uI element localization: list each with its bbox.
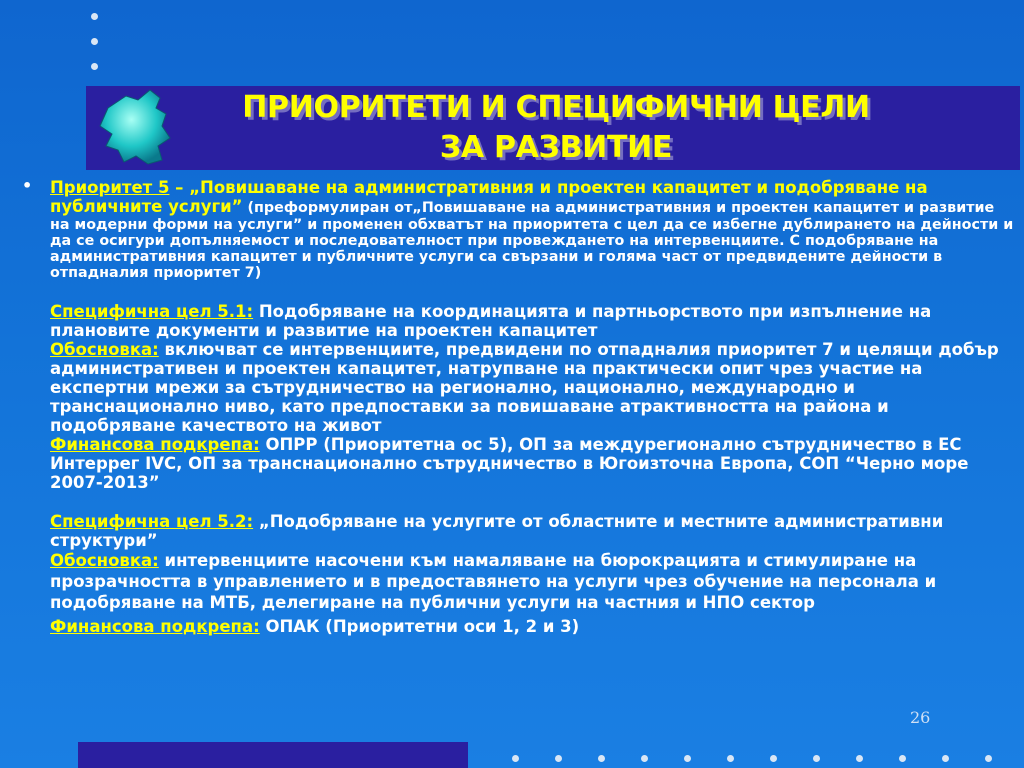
decor-dot [641,755,648,762]
decor-dot [985,755,992,762]
goal-5-1-funding-label: Финансова подкрепа: [50,434,260,454]
goal-5-2-reason-text: интервенциите насочени към намаляване на бюрокрацията и стимулиране на прозрачността в управлението и в предоставянето на услуги чрез обучение на персонала и подобряване на МТБ, делегиране на публични услуги на частния и НПО сектор [50,550,937,612]
decor-dot [899,755,906,762]
decor-dot [91,13,98,20]
goal-5-2-funding-label: Финансова подкрепа: [50,616,260,636]
bottom-band [78,742,468,768]
goal-5-2-funding [50,617,1016,636]
priority-paragraph [50,178,1016,282]
goal-5-1-reason-label: Обосновка: [50,339,159,359]
decor-dot [91,38,98,45]
goal-5-2-text: „Подобряване на услугите от областните и местните административни структури” [50,511,944,550]
goal-5-2-label: Специфична цел 5.2: [50,511,254,531]
decor-dot [727,755,734,762]
slide-title [196,88,916,168]
decor-dot [942,755,949,762]
goal-5-1-funding-text: ОПРР (Приоритетна ос 5), ОП за междурегионално сътрудничество в ЕС Интеррег IVC, ОП за транснационално сътрудничество в Югоизточна Европа, СОП “Черно море 2007-2013” [50,434,969,492]
decor-dot [91,63,98,70]
decor-dot [813,755,820,762]
goal-5-1 [50,302,1016,340]
goal-5-1-text: Подобряване на координацията и партньорството при изпълнение на плановите документи и развитие на проектен капацитет [50,301,932,340]
title-line-1: ПРИОРИТЕТИ И СПЕЦИФИЧНИ ЦЕЛИ [242,90,870,125]
decor-dot [512,755,519,762]
goal-5-2-reason-label: Обосновка: [50,550,159,570]
goal-5-2-funding-text: ОПАК (Приоритетни оси 1, 2 и 3) [259,616,580,636]
decor-dot [598,755,605,762]
goal-5-1-reason-text: включват се интервенциите, предвидени по отпадналия приоритет 7 и целящи добър административен и проектен капацитет, натрупване на практически опит чрез участие на експертни мрежи за сътрудничество на регионално, национално, международно и транснационално ниво, като предпоставки за повишаване атрактивността на района и подобряване качеството на живот [50,339,999,435]
goal-5-1-reason [50,340,1016,435]
region-map-icon [86,86,196,170]
decor-dot [555,755,562,762]
priority-note: (преформулиран от„Повишаване на административния и проектен капацитет и развитие на модерни форми на услуги” и променен обхватът на приоритета с цел да се избегне дублирането на дейности и да се осигури допълняемост и последователност при провеждането на интервенциите. С подобряване на административния капацитет и публичните услуги са свързани и голяма част от предвидените дейности в отпадналия приоритет 7) [50,200,1014,282]
goal-5-1-funding [50,435,1016,492]
priority-name: „Повишаване на административния и проектен капацитет и подобряване на публичните услуги” [50,178,928,217]
priority-label: Приоритет 5 [50,178,170,197]
decor-dot [856,755,863,762]
goal-5-2-reason [50,550,1016,613]
priority-dash: – [169,178,190,197]
title-line-2: ЗА РАЗВИТИЕ [439,130,673,165]
decor-dot [770,755,777,762]
goal-5-2 [50,512,1016,550]
goal-5-1-label: Специфична цел 5.1: [50,301,254,321]
slide-content [22,178,1016,636]
bullet-icon: • [22,176,33,195]
page-number: 26 [910,708,931,727]
decor-dot [684,755,691,762]
